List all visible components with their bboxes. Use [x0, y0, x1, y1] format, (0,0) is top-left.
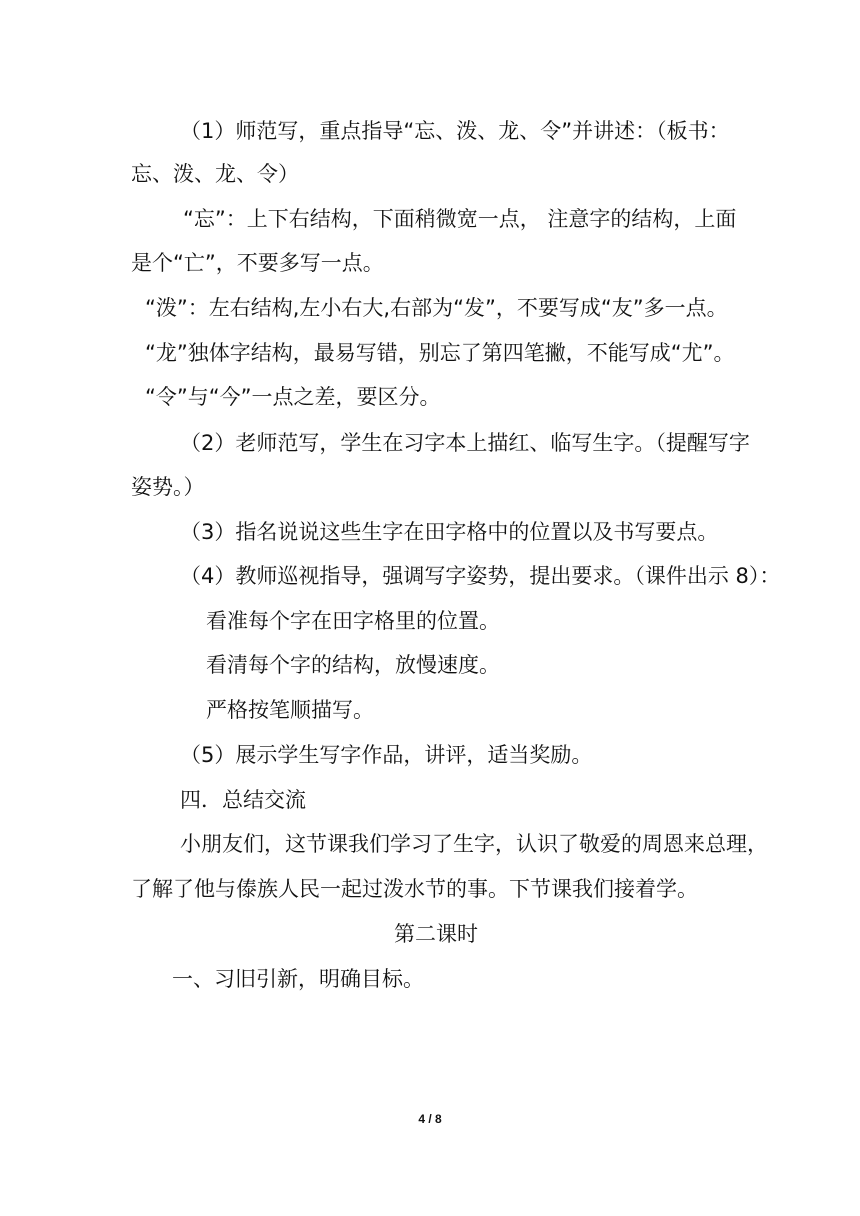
- paragraph-line-14: 严格按笔顺描写。: [206, 698, 374, 722]
- paragraph-line-17: 小朋友们，这节课我们学习了生字，认识了敬爱的周恩来总理，: [180, 832, 768, 856]
- paragraph-line-8: （2）老师范写，学生在习字本上描红、临写生字。（提醒写字: [180, 431, 750, 455]
- paragraph-line-3: “忘”：上下右结构，下面稍微宽一点， 注意字的结构，上面: [183, 207, 737, 231]
- paragraph-line-12: 看准每个字在田字格里的位置。: [206, 609, 500, 633]
- paragraph-line-9: 姿势。）: [131, 475, 205, 499]
- paragraph-line-15: （5）展示学生写字作品，讲评，适当奖励。: [180, 743, 593, 767]
- paragraph-line-2: 忘、泼、龙、令）: [131, 162, 299, 186]
- paragraph-line-6: “龙”独体字结构，最易写错，别忘了第四笔撇，不能写成“尤”。: [145, 341, 735, 365]
- paragraph-line-18: 了解了他与傣族人民一起过泼水节的事。下节课我们接着学。: [131, 877, 698, 901]
- paragraph-line-5: “泼”：左右结构,左小右大,右部为“发”，不要写成“友”多一点。: [145, 296, 728, 320]
- paragraph-line-4: 是个“亡”，不要多写一点。: [131, 251, 384, 275]
- section-heading-summary: 四．总结交流: [180, 788, 306, 812]
- paragraph-line-7: “令”与“今”一点之差，要区分。: [145, 385, 441, 409]
- paragraph-line-13: 看清每个字的结构，放慢速度。: [206, 653, 500, 677]
- lesson-heading-second: 第二课时: [394, 922, 478, 946]
- page-number: 4 / 8: [418, 1112, 442, 1126]
- paragraph-line-11: （4）教师巡视指导，强调写字姿势，提出要求。（课件出示 8）：: [180, 564, 781, 588]
- paragraph-line-1: （1）师范写，重点指导“忘、泼、龙、令”并讲述：（板书：: [180, 119, 730, 143]
- section-heading-review: 一、习旧引新，明确目标。: [172, 967, 424, 991]
- paragraph-line-10: （3）指名说说这些生字在田字格中的位置以及书写要点。: [180, 520, 719, 544]
